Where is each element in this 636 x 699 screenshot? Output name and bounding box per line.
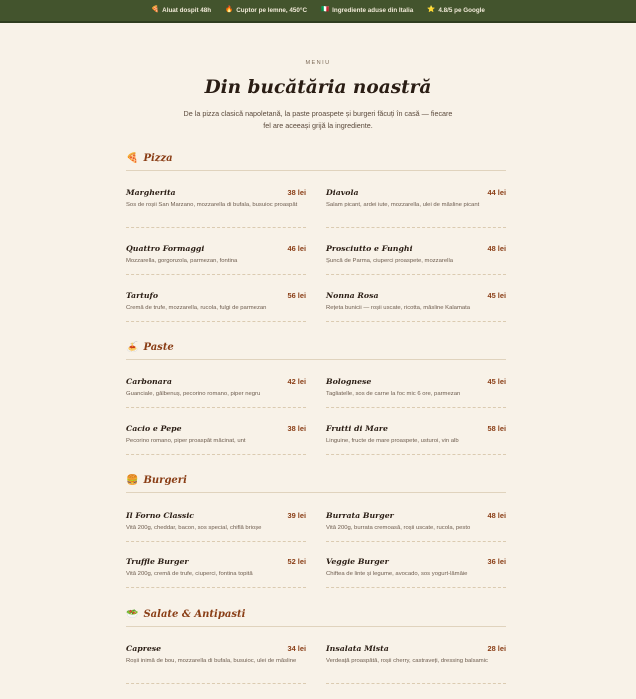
item-price: 44 lei bbox=[487, 188, 506, 197]
menu-item[interactable] bbox=[126, 557, 306, 588]
star-icon: ⭐ bbox=[427, 6, 436, 14]
item-price: 45 lei bbox=[487, 291, 506, 300]
menu-eyebrow: MENIU bbox=[305, 60, 331, 66]
item-price: 48 lei bbox=[487, 244, 506, 253]
pasta-icon: 🍝 bbox=[126, 341, 139, 353]
item-price: 39 lei bbox=[287, 511, 306, 520]
item-description: Chiftea de linte și legume, avocado, sos yogurt-lămâie bbox=[326, 571, 468, 577]
section-title: Paste bbox=[143, 342, 174, 353]
item-name: Burrata Burger bbox=[326, 511, 394, 520]
item-name: Tartufo bbox=[126, 291, 159, 300]
menu-item[interactable] bbox=[326, 424, 506, 455]
item-price: 48 lei bbox=[487, 511, 506, 520]
menu-item[interactable] bbox=[326, 244, 506, 275]
pizza-icon: 🍕 bbox=[126, 152, 139, 164]
item-name: Quattro Formaggi bbox=[126, 244, 205, 253]
page-title: Din bucătăria noastră bbox=[204, 77, 432, 98]
feature-label: Cuptor pe lemne, 450°C bbox=[236, 7, 307, 14]
item-price: 45 lei bbox=[487, 377, 506, 386]
menu-item[interactable] bbox=[126, 644, 306, 684]
menu-item[interactable] bbox=[126, 291, 306, 322]
feature-dough bbox=[151, 7, 211, 14]
item-name: Nonna Rosa bbox=[326, 291, 379, 300]
item-price: 34 lei bbox=[287, 644, 306, 653]
menu-item[interactable] bbox=[326, 511, 506, 542]
menu-item[interactable] bbox=[126, 377, 306, 408]
section-header-salate bbox=[126, 609, 506, 627]
item-name: Cacio e Pepe bbox=[126, 424, 182, 433]
item-price: 28 lei bbox=[487, 644, 506, 653]
item-name: Il Forno Classic bbox=[126, 511, 195, 520]
menu-item[interactable] bbox=[326, 377, 506, 408]
item-description: Vită 200g, cheddar, bacon, sos special, chiflă brioșe bbox=[126, 525, 262, 531]
menu-item[interactable] bbox=[326, 557, 506, 588]
page-subtitle: De la pizza clasică napoletană, la paste proaspete și burgeri făcuți în casă — fiecare fel are aceeași grijă la ingrediente. bbox=[183, 109, 453, 130]
item-description: Tagliatelle, sos de carne la foc mic 6 ore, parmezan bbox=[326, 391, 461, 397]
item-name: Bolognese bbox=[326, 377, 372, 386]
section-header-paste bbox=[126, 342, 506, 360]
item-price: 38 lei bbox=[287, 424, 306, 433]
item-description: Sos de roșii San Marzano, mozzarella di bufala, busuioc proaspăt bbox=[126, 202, 298, 208]
item-price: 38 lei bbox=[287, 188, 306, 197]
item-description: Vită 200g, cremă de trufe, ciuperci, fontina topită bbox=[126, 571, 253, 577]
section-title: Salate & Antipasti bbox=[143, 609, 246, 620]
item-name: Veggie Burger bbox=[326, 557, 389, 566]
menu-item[interactable] bbox=[126, 244, 306, 275]
menu-item[interactable] bbox=[326, 291, 506, 322]
item-description: Vită 200g, burrata cremoasă, roșii uscate, rucola, pesto bbox=[326, 525, 471, 531]
item-name: Prosciutto e Funghi bbox=[326, 244, 413, 253]
italy-flag-icon: 🇮🇹 bbox=[321, 6, 330, 14]
menu-item[interactable] bbox=[126, 188, 306, 228]
item-description: Roșii inimă de bou, mozzarella di bufala, busuioc, ulei de măsline bbox=[126, 658, 297, 664]
item-description: Pecorino romano, piper proaspăt măcinat, unt bbox=[126, 438, 246, 444]
salad-icon: 🥗 bbox=[126, 608, 139, 620]
item-name: Margherita bbox=[126, 188, 176, 197]
item-description: Mozzarella, gorgonzola, parmezan, fontina bbox=[126, 258, 238, 264]
burger-icon: 🍔 bbox=[126, 474, 139, 486]
top-feature-bar bbox=[0, 0, 636, 23]
item-price: 46 lei bbox=[287, 244, 306, 253]
section-title: Pizza bbox=[143, 153, 173, 164]
menu-item[interactable] bbox=[126, 424, 306, 455]
item-price: 36 lei bbox=[487, 557, 506, 566]
section-header-burgeri bbox=[126, 475, 506, 493]
item-price: 56 lei bbox=[287, 291, 306, 300]
feature-label: Ingrediente aduse din Italia bbox=[332, 7, 414, 14]
item-price: 58 lei bbox=[487, 424, 506, 433]
menu-item[interactable] bbox=[126, 511, 306, 542]
section-header-pizza bbox=[126, 153, 506, 171]
feature-label: 4.8/5 pe Google bbox=[438, 7, 485, 14]
menu-item[interactable] bbox=[326, 188, 506, 228]
menu-item[interactable] bbox=[326, 644, 506, 684]
item-description: Salam picant, ardei iute, mozzarella, ulei de măsline picant bbox=[326, 202, 480, 208]
feature-ingredients bbox=[321, 7, 413, 14]
item-description: Rețeta bunicii — roșii uscate, ricotta, măsline Kalamata bbox=[326, 305, 471, 311]
item-name: Truffle Burger bbox=[126, 557, 189, 566]
section-title: Burgeri bbox=[143, 475, 187, 486]
item-name: Caprese bbox=[126, 644, 162, 653]
item-name: Carbonara bbox=[126, 377, 172, 386]
item-name: Frutti di Mare bbox=[326, 424, 388, 433]
item-name: Diavola bbox=[326, 188, 359, 197]
item-price: 42 lei bbox=[287, 377, 306, 386]
pizza-icon: 🍕 bbox=[151, 6, 160, 14]
fire-icon: 🔥 bbox=[225, 6, 234, 14]
item-description: Verdeață proaspătă, roșii cherry, castraveți, dressing balsamic bbox=[326, 658, 488, 664]
item-description: Cremă de trufe, mozzarella, rucola, fulgi de parmezan bbox=[126, 305, 267, 311]
feature-oven bbox=[225, 7, 307, 14]
feature-rating bbox=[427, 7, 485, 14]
feature-label: Aluat dospit 48h bbox=[162, 7, 212, 14]
item-description: Guanciale, gălbenuș, pecorino romano, piper negru bbox=[126, 391, 261, 397]
item-description: Linguine, fructe de mare proaspete, usturoi, vin alb bbox=[326, 438, 459, 444]
item-name: Insalata Mista bbox=[326, 644, 389, 653]
item-description: Șuncă de Parma, ciuperci proaspete, mozzarella bbox=[326, 258, 454, 264]
item-price: 52 lei bbox=[287, 557, 306, 566]
